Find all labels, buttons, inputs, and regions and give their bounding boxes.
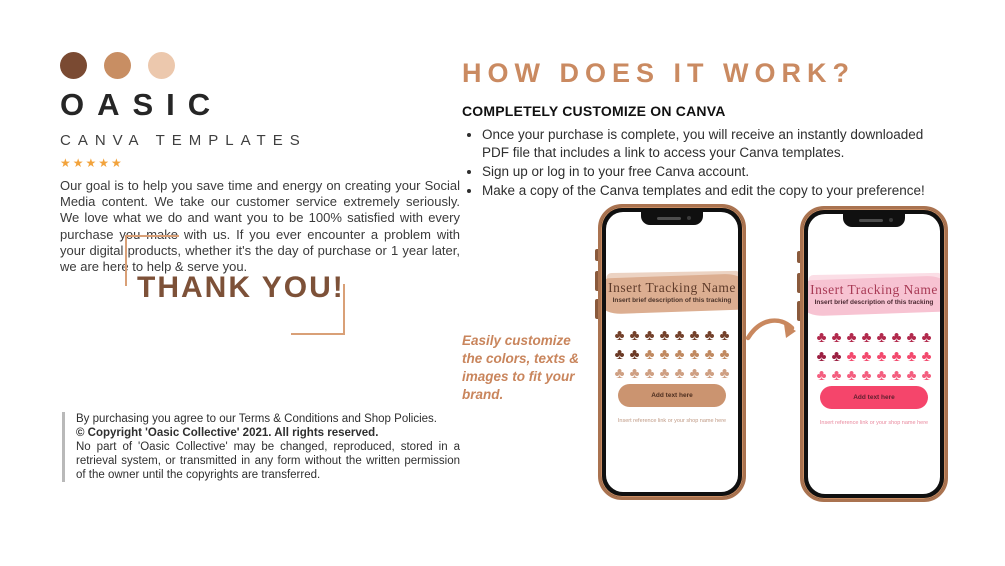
tree-icon: ♣ [614, 365, 625, 382]
volume-down-button [797, 301, 800, 321]
camera-icon [889, 218, 893, 222]
tree-icon: ♣ [876, 329, 887, 346]
tree-icon: ♣ [644, 346, 655, 363]
volume-up-button [797, 273, 800, 293]
tree-icon: ♣ [861, 329, 872, 346]
phone-screen [808, 214, 940, 494]
icon-row [606, 345, 738, 364]
tree-icon: ♣ [906, 348, 917, 365]
tree-icon: ♣ [921, 348, 932, 365]
tree-icon: ♣ [674, 365, 685, 382]
legal-line-terms: By purchasing you agree to our Terms & Conditions and Shop Policies. [76, 413, 437, 425]
about-paragraph: Our goal is to help you save time and energy on creating your Social Media content. We take our customer service extremely seriously. We love what we do and want you to be 100% satisfied with every purchase you make with us. If you ever encounter a problem with your digital products, whether it's the day of purchase or 1 year later, we are here to help & serve you. [60, 178, 460, 275]
tree-icon: ♣ [861, 367, 872, 384]
tree-icon: ♣ [906, 367, 917, 384]
brand-logo [60, 52, 460, 79]
tree-icon: ♣ [719, 346, 730, 363]
tree-icon: ♣ [816, 329, 827, 346]
instruction-item: • Sign up or log in to your free Canva account. [482, 163, 942, 181]
tree-icon: ♣ [689, 365, 700, 382]
tree-icon: ♣ [614, 327, 625, 344]
tree-icon: ♣ [816, 367, 827, 384]
reference-link-text: Insert reference link or your shop name here [617, 418, 727, 424]
tree-icon: ♣ [644, 365, 655, 382]
add-text-button[interactable]: Add text here [820, 386, 928, 409]
tracking-description: Insert brief description of this tracking [814, 299, 934, 306]
tree-icon: ♣ [876, 348, 887, 365]
legal-block [62, 412, 460, 482]
phone-screen [606, 212, 738, 492]
tree-icon: ♣ [816, 348, 827, 365]
legal-line-copyright: © Copyright 'Oasic Collective' 2021. All rights reserved. [76, 427, 379, 439]
tree-icon: ♣ [876, 367, 887, 384]
tree-icon: ♣ [891, 367, 902, 384]
volume-down-button [595, 299, 598, 319]
phone-mockup-brown [598, 204, 746, 500]
tree-icon: ♣ [689, 327, 700, 344]
curved-arrow-icon [744, 308, 802, 350]
mute-switch [797, 251, 800, 263]
tree-icon: ♣ [921, 329, 932, 346]
tree-icon: ♣ [719, 327, 730, 344]
add-text-button[interactable]: Add text here [618, 384, 726, 407]
tree-icon: ♣ [629, 327, 640, 344]
tree-icon: ♣ [906, 329, 917, 346]
tree-icon: ♣ [891, 348, 902, 365]
tree-icon: ♣ [689, 346, 700, 363]
tree-icon: ♣ [831, 329, 842, 346]
tree-icon: ♣ [846, 329, 857, 346]
thank-you-heading: THANK YOU! [137, 271, 345, 304]
star-rating-icon: ★★★★★ [60, 156, 124, 170]
mute-switch [595, 249, 598, 261]
tree-icon: ♣ [704, 327, 715, 344]
phone-notch [843, 214, 905, 227]
tracker-icon-grid [808, 328, 940, 385]
speaker-icon [657, 217, 681, 220]
tree-icon: ♣ [831, 367, 842, 384]
logo-dot-dark [60, 52, 87, 79]
brand-name: OASIC [60, 87, 224, 122]
logo-dot-light [148, 52, 175, 79]
tree-icon: ♣ [861, 348, 872, 365]
tree-icon: ♣ [659, 327, 670, 344]
tree-icon: ♣ [674, 327, 685, 344]
instruction-item: • Once your purchase is complete, you will receive an instantly downloaded PDF file that includes a link to access your Canva templates. [482, 126, 942, 162]
tree-icon: ♣ [719, 365, 730, 382]
how-it-works-heading: HOW DOES IT WORK? [462, 58, 855, 88]
tree-icon: ♣ [891, 329, 902, 346]
instruction-item: • Make a copy of the Canva templates and edit the copy to your preference! [482, 182, 942, 200]
tree-icon: ♣ [921, 367, 932, 384]
icon-row [808, 347, 940, 366]
tracking-name-title: Insert Tracking Name [608, 280, 736, 295]
reference-link-text: Insert reference link or your shop name here [819, 420, 929, 426]
camera-icon [687, 216, 691, 220]
tree-icon: ♣ [629, 365, 640, 382]
icon-row [606, 326, 738, 345]
tree-icon: ♣ [831, 348, 842, 365]
icon-row [606, 364, 738, 383]
tree-icon: ♣ [629, 346, 640, 363]
tree-icon: ♣ [659, 365, 670, 382]
tracking-description: Insert brief description of this tracking [612, 297, 732, 304]
tree-icon: ♣ [614, 346, 625, 363]
tracker-icon-grid [606, 326, 738, 383]
icon-row [808, 366, 940, 385]
tree-icon: ♣ [846, 367, 857, 384]
logo-dot-medium [104, 52, 131, 79]
tree-icon: ♣ [659, 346, 670, 363]
icon-row [808, 328, 940, 347]
instruction-list [482, 126, 942, 201]
thank-you-block [125, 235, 345, 335]
tree-icon: ♣ [704, 365, 715, 382]
tracking-name-title: Insert Tracking Name [810, 282, 938, 297]
tree-icon: ♣ [846, 348, 857, 365]
brand-tagline: CANVA TEMPLATES [60, 132, 307, 149]
tree-icon: ♣ [704, 346, 715, 363]
legal-line-restrictions: No part of 'Oasic Collective' may be changed, reproduced, stored in a retrieval system, or transmitted in any form without the written permission of the owner until the copyrights are transferred. [76, 441, 460, 481]
customize-callout: Easily customize the colors, texts & images to fit your brand. [462, 333, 580, 402]
phone-mockup-pink [800, 206, 948, 502]
customize-subheading: COMPLETELY CUSTOMIZE ON CANVA [462, 103, 726, 119]
phone-notch [641, 212, 703, 225]
volume-up-button [595, 271, 598, 291]
tree-icon: ♣ [644, 327, 655, 344]
speaker-icon [859, 219, 883, 222]
tree-icon: ♣ [674, 346, 685, 363]
